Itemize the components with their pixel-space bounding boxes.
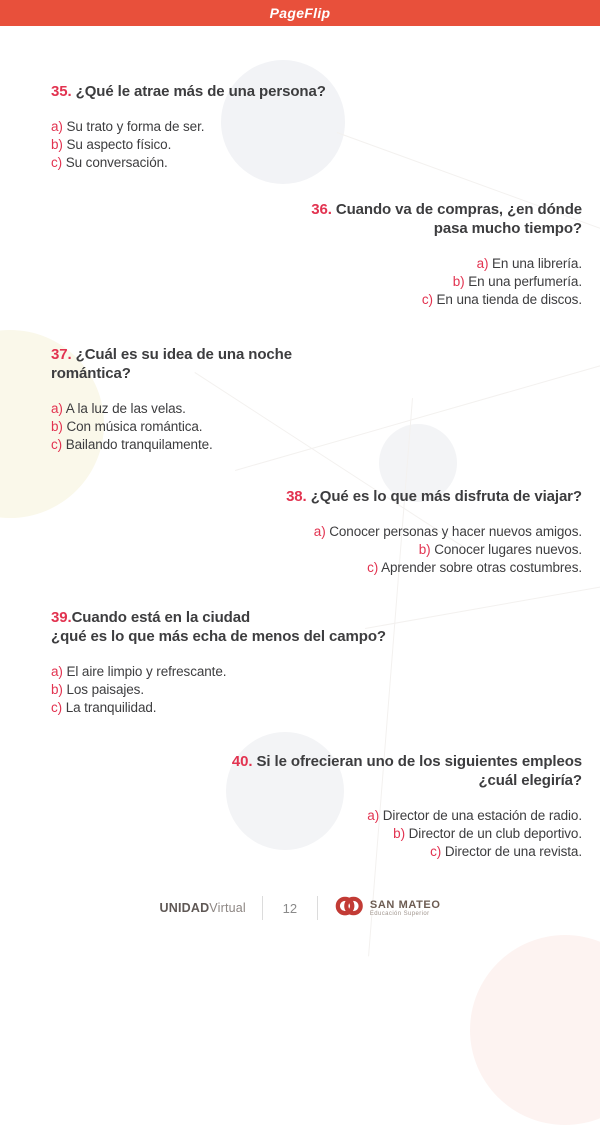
header-bar — [0, 0, 600, 26]
option-row — [51, 136, 540, 154]
option-letter: b) — [418, 542, 431, 557]
option-row — [40, 825, 582, 843]
option-text: En una librería. — [492, 256, 582, 271]
footer-divider — [317, 896, 318, 920]
question-number: 36. — [311, 201, 332, 218]
option-row — [40, 291, 582, 309]
options-list — [51, 663, 540, 717]
options-list — [40, 255, 582, 309]
brand-light: Virtual — [209, 901, 246, 915]
option-text: Conocer lugares nuevos. — [434, 542, 582, 557]
option-letter: c) — [51, 700, 63, 715]
logo-subtitle: Educación Superior — [369, 910, 430, 917]
option-text: Su conversación. — [65, 155, 168, 170]
option-letter: a) — [51, 401, 63, 416]
question-number: 38. — [286, 488, 307, 505]
footer — [0, 891, 600, 925]
option-letter: a) — [51, 119, 63, 134]
question-36 — [40, 200, 582, 309]
option-text: Bailando tranquilamente. — [65, 437, 213, 452]
question-40 — [40, 752, 582, 861]
question-title — [40, 200, 582, 238]
option-letter: a) — [51, 664, 63, 679]
option-row — [51, 400, 540, 418]
option-letter: a) — [313, 524, 326, 539]
option-letter: a) — [367, 808, 380, 823]
option-text: Director de una estación de radio. — [382, 808, 582, 823]
option-letter: b) — [393, 826, 405, 841]
question-title — [51, 82, 540, 101]
option-row — [51, 681, 540, 699]
option-row — [40, 541, 582, 559]
options-list — [40, 807, 582, 861]
question-number: 40. — [231, 753, 253, 770]
option-row — [40, 273, 582, 291]
question-number: 37. — [51, 346, 72, 363]
question-39 — [51, 608, 540, 717]
logo-text — [370, 899, 441, 918]
question-text: ¿Cuál es su idea de una noche — [75, 346, 292, 363]
option-row — [40, 523, 582, 541]
interlocked-rings-icon — [334, 895, 364, 922]
question-number: 35. — [51, 83, 72, 100]
option-letter: a) — [476, 256, 489, 271]
option-row — [51, 699, 540, 717]
options-list — [40, 523, 582, 577]
option-row — [51, 418, 540, 436]
option-letter: c) — [421, 292, 433, 307]
question-text: Cuando va de compras, ¿en dónde — [335, 201, 582, 218]
question-title — [40, 752, 582, 790]
question-text-line2: pasa mucho tiempo? — [433, 220, 582, 237]
option-text: Conocer personas y hacer nuevos amigos. — [329, 524, 582, 539]
footer-divider — [262, 896, 263, 920]
option-row — [40, 255, 582, 273]
logo-name: SAN MATEO — [369, 898, 441, 911]
option-text: Director de una revista. — [444, 844, 582, 859]
question-37 — [51, 345, 540, 454]
option-letter: c) — [51, 155, 63, 170]
brand-unidadvirtual — [159, 901, 245, 915]
question-text: Cuando está en la ciudad — [71, 609, 251, 626]
option-row — [51, 118, 540, 136]
option-text: En una perfumería. — [468, 274, 582, 289]
question-text-line2: romántica? — [51, 365, 131, 382]
question-35 — [51, 82, 540, 172]
question-text-line2: ¿cuál elegiría? — [478, 772, 582, 789]
options-list — [51, 118, 540, 172]
option-letter: b) — [51, 137, 63, 152]
option-row — [51, 663, 540, 681]
option-text: Aprender sobre otras costumbres. — [381, 560, 582, 575]
question-text-line2: ¿qué es lo que más echa de menos del campo? — [51, 628, 386, 645]
option-text: La tranquilidad. — [65, 700, 157, 715]
option-letter: c) — [51, 437, 63, 452]
question-38 — [40, 487, 582, 577]
option-text: Director de un club deportivo. — [408, 826, 582, 841]
option-row — [40, 807, 582, 825]
option-row — [40, 559, 582, 577]
option-text: Su trato y forma de ser. — [66, 119, 205, 134]
option-row — [51, 154, 540, 172]
options-list — [51, 400, 540, 454]
option-text: Su aspecto físico. — [66, 137, 172, 152]
question-number: 39. — [51, 609, 72, 626]
option-row — [40, 843, 582, 861]
question-title — [51, 608, 540, 646]
option-letter: c) — [367, 560, 379, 575]
option-row — [51, 436, 540, 454]
option-letter: b) — [51, 419, 63, 434]
question-text: Si le ofrecieran uno de los siguientes empleos — [256, 753, 582, 770]
brand-bold: UNIDAD — [159, 901, 210, 915]
option-text: Con música romántica. — [66, 419, 203, 434]
page-number: 12 — [282, 900, 298, 916]
question-title — [40, 487, 582, 506]
option-text: En una tienda de discos. — [436, 292, 582, 307]
page-title: PageFlip — [269, 5, 331, 21]
option-text: El aire limpio y refrescante. — [66, 664, 227, 679]
question-text: ¿Qué es lo que más disfruta de viajar? — [310, 488, 582, 505]
question-text: ¿Qué le atrae más de una persona? — [75, 83, 326, 100]
option-letter: c) — [430, 844, 442, 859]
san-mateo-logo — [334, 895, 441, 922]
option-letter: b) — [51, 682, 63, 697]
option-text: A la luz de las velas. — [65, 401, 186, 416]
decorative-circle — [470, 935, 600, 1125]
option-letter: b) — [452, 274, 465, 289]
option-text: Los paisajes. — [66, 682, 144, 697]
question-title — [51, 345, 540, 383]
